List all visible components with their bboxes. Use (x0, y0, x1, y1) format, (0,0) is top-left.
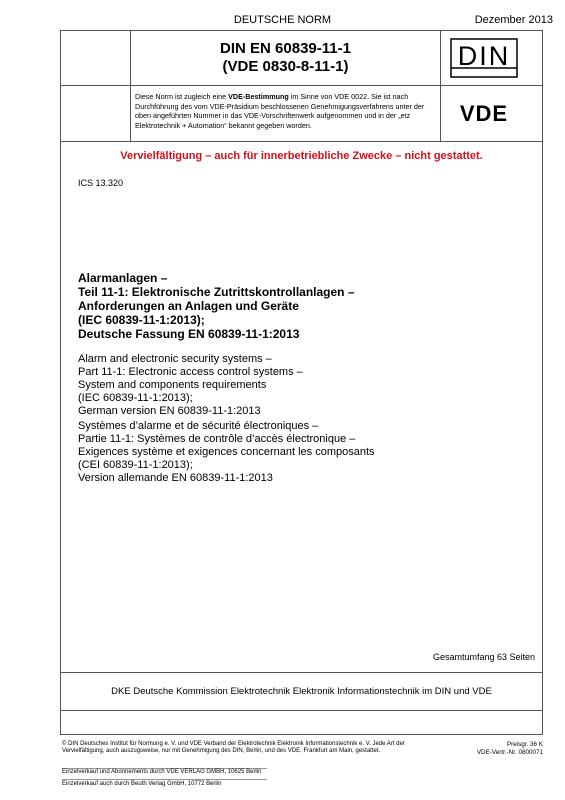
dke-separator (60, 672, 543, 673)
sales-beuth: Einzelverkauf auch durch Beuth Verlag GmbH, 10772 Berlin (62, 781, 222, 787)
header-divider-right (440, 30, 441, 142)
vde-logo-text: VDE (459, 101, 509, 126)
title-de-line: Alarmanlagen – (78, 271, 168, 285)
title-english (78, 353, 518, 418)
title-fr-line: Systèmes d’alarme et de sécurité électroniques – (78, 420, 319, 432)
title-en-line: Alarm and electronic security systems – (78, 353, 272, 365)
doc-number (131, 40, 440, 76)
order-number: VDE-Vertr.-Nr. 0800071 (476, 748, 543, 756)
vde-note-prefix: Diese Norm ist zugleich eine (135, 92, 229, 101)
title-german (78, 271, 518, 341)
title-de-line: Deutsche Fassung EN 60839-11-1:2013 (78, 327, 300, 341)
title-en-line: (IEC 60839-11-1:2013); (78, 392, 193, 404)
title-fr-line: Version allemande EN 60839-11-1:2013 (78, 472, 273, 484)
title-de-line: (IEC 60839-11-1:2013); (78, 313, 205, 327)
doc-number-vde: (VDE 0830-8-11-1) (222, 58, 349, 75)
ics-code: ICS 13.320 (78, 178, 124, 188)
title-fr-line: (CEI 60839-11-1:2013); (78, 459, 193, 471)
dke-separator-bottom (60, 710, 543, 711)
title-fr-line: Exigences système et exigences concernant les composants (78, 446, 375, 458)
title-de-line: Anforderungen an Anlagen und Geräte (78, 299, 299, 313)
title-en-line: German version EN 60839-11-1:2013 (78, 405, 261, 417)
norm-type: DEUTSCHE NORM (233, 14, 332, 26)
publication-date: Dezember 2013 (474, 14, 553, 26)
title-de-line: Teil 11-1: Elektronische Zutrittskontrollanlagen – (78, 285, 355, 299)
footer-copyright: © DIN Deutsches Institut für Normung e. V. und VDE Verband der Elektrotechnik Elektronik Informationstechnik e. V. Jede Art der Vervielfältigung, auch auszugsweise, nur mit Genehmigung des DIN, Berlin, und des VDE, Frankfurt am Main, gestattet. (62, 741, 405, 755)
copy-warning: Vervielfältigung – auch für innerbetriebliche Zwecke – nicht gestattet. (120, 150, 483, 162)
total-pages: Gesamtumfang 63 Seiten (432, 652, 535, 662)
price-group: Preisgr. 36 K (506, 741, 543, 748)
vde-note-bold: VDE-Bestimmung (228, 92, 289, 101)
title-fr-line: Partie 11-1: Systèmes de contrôle d’accès électronique – (78, 433, 356, 445)
title-en-line: System and components requirements (78, 379, 267, 391)
din-logo-text: DIN (457, 41, 511, 71)
footer-price (477, 741, 543, 757)
dke-line: DKE Deutsche Kommission Elektrotechnik Elektronik Informationstechnik im DIN und VDE (111, 686, 492, 697)
vde-logo (448, 100, 520, 126)
vde-note-rest: im Sinne von VDE 0022. Sie ist nach Durchführung des vom VDE-Präsidium beschlossenen Genehmigungsverfahrens unter der oben angeführten Nummer in das VDE-Vorschriftenwerk aufgenommen und in der „etz Elektrotechnik + Automation“ bekannt gegeben worden. (135, 92, 425, 130)
title-en-line: Part 11-1: Electronic access control systems – (78, 366, 303, 378)
vde-note (135, 92, 435, 130)
footer-separator-2 (62, 779, 267, 780)
sales-vde: Einzelverkauf und Abonnements durch VDE VERLAG GMBH, 10625 Berlin (62, 769, 262, 775)
doc-number-din: DIN EN 60839-11-1 (220, 40, 351, 57)
din-logo (450, 38, 518, 78)
title-french (78, 420, 518, 485)
